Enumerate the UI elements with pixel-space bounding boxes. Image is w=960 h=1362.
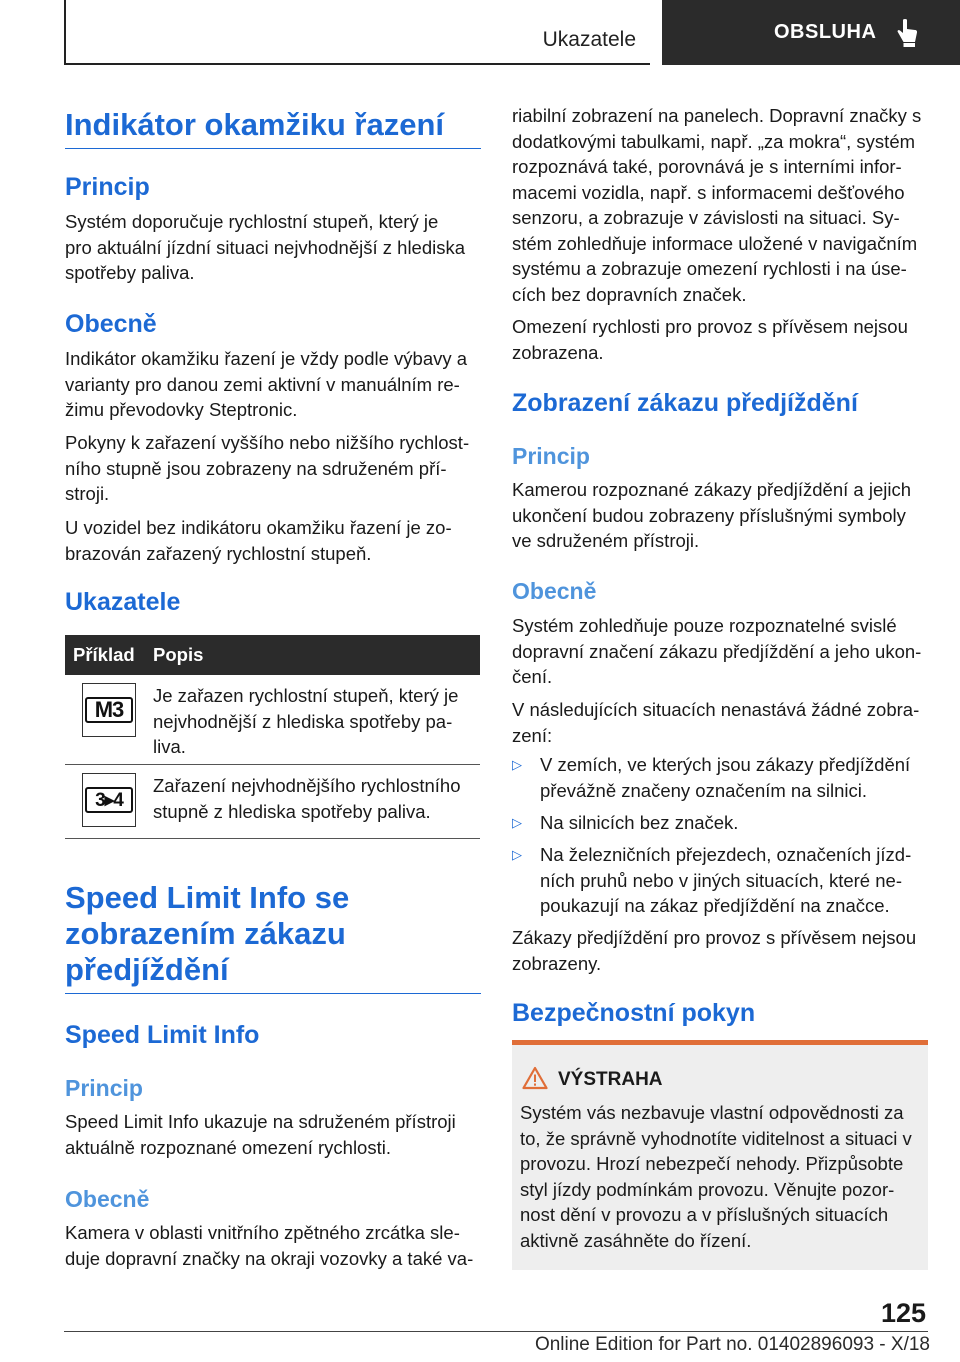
list-item <box>512 842 928 919</box>
sli-princip-paragraph <box>65 1109 485 1160</box>
text-line: Omezení rychlosti pro provoz s přívěsem nejsou <box>512 316 908 337</box>
text-line: zení: <box>512 724 553 746</box>
table-cell-text <box>153 683 480 764</box>
title-underline <box>65 993 481 994</box>
text-line: spotřeby paliva. <box>65 262 195 283</box>
text-line: Indikátor okamžiku řazení je vždy podle výbavy a <box>65 348 468 369</box>
trailer-paragraph <box>512 314 932 365</box>
page-number: 125 <box>880 1298 926 1328</box>
text-line: U vozidel bez indikátoru okamžiku řazení je zo‐ <box>65 517 452 538</box>
text-line: riabilní zobrazení na panelech. Dopravní značky s <box>512 105 922 126</box>
table-row <box>65 675 480 765</box>
gear-shift-up-icon <box>82 773 136 827</box>
bullet-triangle-icon: ▷ <box>512 847 522 862</box>
warning-title: VÝSTRAHA <box>558 1069 663 1090</box>
zakaz-princip-paragraph <box>512 477 932 554</box>
header-rule-left <box>64 0 66 64</box>
text-line: zobrazeny. <box>512 952 602 974</box>
obecne-paragraph-2 <box>65 430 485 507</box>
obecne-paragraph-1 <box>65 346 485 423</box>
table-cell-icon <box>65 773 153 838</box>
text-line: ukončení budou zobrazeny příslušnými symboly <box>512 504 906 526</box>
text-line: převážně značeny označením na silnici. <box>540 779 868 801</box>
bullet-triangle-icon: ▷ <box>512 757 522 772</box>
text-line: systému a zobrazuje omezení rychlosti i na úse‐ <box>512 258 907 279</box>
text-line: Na silnicích bez značek. <box>540 812 739 833</box>
header-chapter-label: OBSLUHA <box>774 21 877 43</box>
text-line: žimu převodovky Steptronic. <box>65 399 298 420</box>
text-line: ního stupně jsou zobrazeny na sdruženém pří‐ <box>65 457 447 479</box>
heading-princip: Princip <box>512 443 590 469</box>
text-line: stroji. <box>65 483 110 504</box>
heading-safety-note: Bezpečnostní pokyn <box>512 999 756 1027</box>
footer-rule <box>64 1331 928 1332</box>
table-cell-text <box>153 773 480 838</box>
zakaz-obecne-paragraph-1 <box>512 613 932 690</box>
text-line: provozu. Hrozí nebezpečí nehody. Přizpůsobte <box>520 1153 904 1174</box>
text-line: Na železničních přejezdech, označeních jízd‐ <box>540 844 912 865</box>
text-line: macemi vozidla, např. s informacemi dešťového <box>512 181 905 203</box>
title-underline <box>65 148 481 149</box>
warning-text <box>520 1100 926 1253</box>
gear-m3-icon <box>82 683 136 737</box>
sli-continued-paragraph <box>512 103 932 307</box>
text-line: dodatkovými tabulkami, např. „za mokra“, systém <box>512 130 916 152</box>
heading-speed-limit-info: Speed Limit Info <box>65 1021 260 1049</box>
trailer2-paragraph <box>512 925 932 976</box>
text-line: to, že správně vyhodnotíte viditelnost a situaci v <box>520 1127 912 1149</box>
heading-no-overtaking-display: Zobrazení zákazu předjíždění <box>512 389 858 417</box>
list-item-text <box>540 810 928 836</box>
title-line: Speed Limit Info se <box>65 880 350 915</box>
header-section-title: Ukazatele <box>542 28 636 51</box>
text-line: Je zařazen rychlostní stupeň, který je <box>153 685 459 706</box>
warning-triangle-icon <box>522 1066 548 1090</box>
text-line: zobrazena. <box>512 341 604 363</box>
header-rule-bottom <box>64 63 650 65</box>
text-line: poukazují na zákaz předjíždění na značce. <box>540 895 890 916</box>
section-title-speed-limit-info <box>65 880 485 988</box>
text-line: styl jízdy podmínkám provozu. Věnujte pozor‐ <box>520 1178 895 1200</box>
sli-obecne-paragraph <box>65 1220 485 1271</box>
gear-m3-label: M3 <box>85 697 133 723</box>
bullet-triangle-icon: ▷ <box>512 815 522 830</box>
heading-princip: Princip <box>65 173 150 201</box>
text-line: nejvhodnější z hlediska spotřeby pa‐ <box>153 710 453 732</box>
text-line: Kamera v oblasti vnitřního zpětného zrcátka sle‐ <box>65 1222 460 1243</box>
table-cell-icon <box>65 683 153 764</box>
text-line: V následujících situacích nenastává žádné zobra‐ <box>512 699 920 720</box>
title-line: předjíždění <box>65 952 229 987</box>
heading-obecne: Obecně <box>512 578 597 604</box>
text-line: ve sdruženém přístroji. <box>512 530 700 551</box>
text-line: V zemích, ve kterých jsou zákazy předjíždění <box>540 754 911 775</box>
hand-pointer-icon <box>894 18 920 48</box>
table-header-description: Popis <box>153 644 204 665</box>
text-line: cích bez dopravních značek. <box>512 283 747 305</box>
indicator-table <box>65 635 480 839</box>
text-line: varianty pro danou zemi aktivní v manuálním re‐ <box>65 373 460 395</box>
heading-princip: Princip <box>65 1075 143 1101</box>
text-line: liva. <box>153 736 186 757</box>
text-line: Systém zohledňuje pouze rozpoznatelné svislé <box>512 615 897 636</box>
text-line: nost dění v provozu a v příslušných situacích <box>520 1204 889 1225</box>
text-line: aktivně zasáhněte do řízení. <box>520 1229 752 1251</box>
text-line: Speed Limit Info ukazuje na sdruženém přístroji <box>65 1111 456 1132</box>
title-line: zobrazením zákazu <box>65 916 346 951</box>
heading-obecne: Obecně <box>65 1186 150 1212</box>
text-line: stupně z hlediska spotřeby paliva. <box>153 800 431 822</box>
footer-edition: Online Edition for Part no. 01402896093 - X/18 <box>534 1334 930 1355</box>
gear-shift-label: 3▸4 <box>85 787 133 813</box>
list-item-text <box>540 842 928 919</box>
warning-top-bar <box>512 1040 928 1045</box>
header-chapter-tab <box>662 0 960 65</box>
text-line: čení. <box>512 666 553 687</box>
heading-obecne: Obecně <box>65 310 157 338</box>
text-line: Systém doporučuje rychlostní stupeň, který je <box>65 211 439 232</box>
text-line: Zákazy předjíždění pro provoz s přívěsem nejsou <box>512 927 917 948</box>
text-line: rozpoznává také, porovnává je s interními infor‐ <box>512 156 902 177</box>
text-line: ních pruhů nebo v jiných situacích, které ne‐ <box>540 869 902 891</box>
text-line: duje dopravní značky na okraji vozovky a také va‐ <box>65 1247 474 1269</box>
text-line: pro aktuální jízdní situaci nejvhodnější z hlediska <box>65 236 466 258</box>
text-line: Systém vás nezbavuje vlastní odpovědnosti za <box>520 1102 904 1123</box>
text-line: brazován zařazený rychlostní stupeň. <box>65 542 372 564</box>
text-line: Kamerou rozpoznané zákazy předjíždění a jejich <box>512 479 912 500</box>
section-title-gear-indicator: Indikátor okamžiku řazení <box>65 107 444 142</box>
text-line: dopravní značení zákazu předjíždění a jeho ukon‐ <box>512 640 922 662</box>
obecne-paragraph-3 <box>65 515 485 566</box>
text-line: Pokyny k zařazení vyššího nebo nižšího rychlost‐ <box>65 432 470 453</box>
princip-paragraph <box>65 209 485 286</box>
list-item <box>512 752 928 803</box>
table-header-example: Příklad <box>73 644 135 665</box>
text-line: Zařazení nejvhodnějšího rychlostního <box>153 775 461 796</box>
heading-ukazatele: Ukazatele <box>65 588 181 616</box>
text-line: aktuálně rozpoznané omezení rychlosti. <box>65 1136 391 1158</box>
warning-box <box>512 1040 928 1270</box>
text-line: stém zohledňuje informace uložené v navigačním <box>512 232 918 254</box>
table-row <box>65 765 480 839</box>
list-item-text <box>540 752 928 803</box>
text-line: senzoru, a zobrazuje v závislosti na situaci. Sy‐ <box>512 207 900 228</box>
zakaz-obecne-paragraph-2 <box>512 697 932 748</box>
table-header <box>65 635 480 675</box>
list-item <box>512 810 928 836</box>
